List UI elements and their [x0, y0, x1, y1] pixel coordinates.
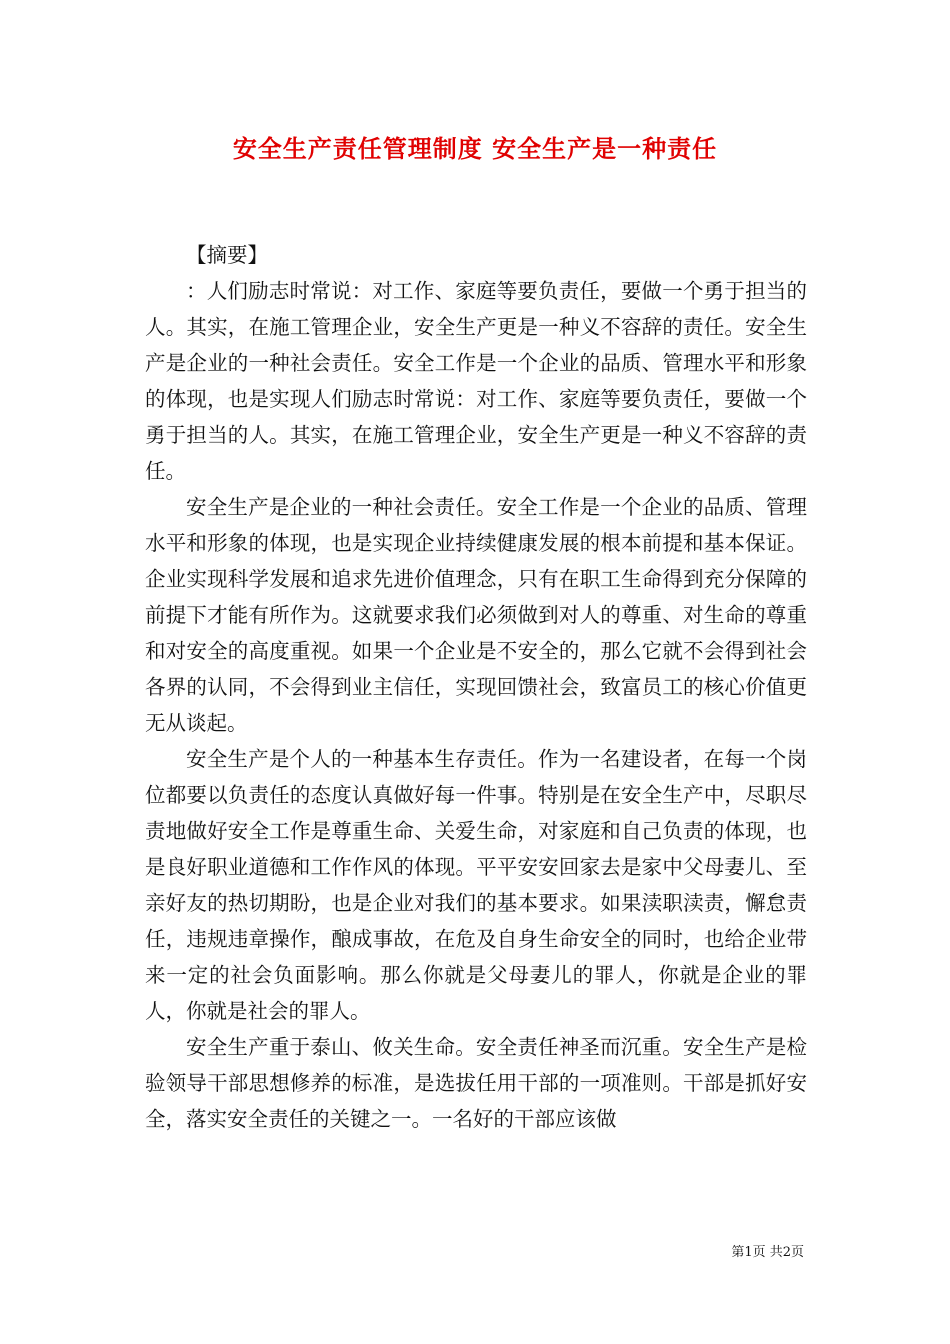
paragraph-1: ：人们励志时常说：对工作、家庭等要负责任，要做一个勇于担当的人。其实，在施工管理企业，安全生产更是一种义不容辞的责任。安全生产是企业的一种社会责任。安全工作是一个企业的品质、管理水平和形象的体现，也是实现人们励志时常说：对工作、家庭等要负责任，要做一个勇于担当的人。其实，在施工管理企业，安全生产更是一种义不容辞的责任。 — [145, 279, 807, 483]
paragraph-4: 安全生产重于泰山、攸关生命。安全责任神圣而沉重。安全生产是检验领导干部思想修养的标准，是选拔任用干部的一项准则。干部是抓好安全，落实安全责任的关键之一。一名好的干部应该做 — [145, 1035, 807, 1131]
document-body — [145, 237, 807, 1137]
page-number: 第1页 共2页 — [731, 1245, 804, 1260]
paragraph-2: 安全生产是企业的一种社会责任。安全工作是一个企业的品质、管理水平和形象的体现，也是实现企业持续健康发展的根本前提和基本保证。企业实现科学发展和追求先进价值理念，只有在职工生命得到充分保障的前提下才能有所作为。这就要求我们必须做到对人的尊重、对生命的尊重和对安全的高度重视。如果一个企业是不安全的，那么它就不会得到社会各界的认同，不会得到业主信任，实现回馈社会，致富员工的核心价值更无从谈起。 — [145, 495, 807, 735]
paragraph-3: 安全生产是个人的一种基本生存责任。作为一名建设者，在每一个岗位都要以负责任的态度认真做好每一件事。特别是在安全生产中，尽职尽责地做好安全工作是尊重生命、关爱生命，对家庭和自己负责的体现，也是良好职业道德和工作作风的体现。平平安安回家去是家中父母妻儿、至亲好友的热切期盼，也是企业对我们的基本要求。如果渎职渎责，懈怠责任，违规违章操作，酿成事故，在危及自身生命安全的同时，也给企业带来一定的社会负面影响。那么你就是父母妻儿的罪人，你就是企业的罪人，你就是社会的罪人。 — [145, 747, 807, 1023]
abstract-heading: 【摘要】 — [186, 243, 268, 267]
document-title: 安全生产责任管理制度 安全生产是一种责任 — [232, 134, 718, 163]
